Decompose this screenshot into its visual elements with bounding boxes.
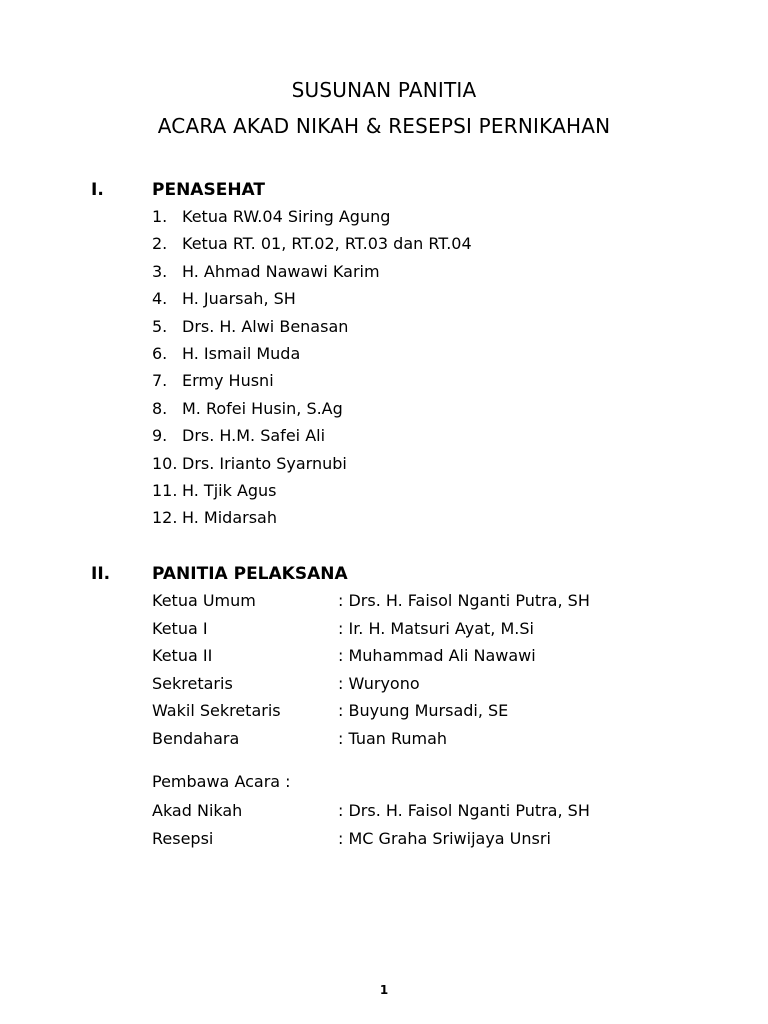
list-item [152, 261, 472, 288]
item-text: M. Rofei Husin, S.Ag [182, 398, 343, 418]
role-label: Ketua Umum [152, 591, 256, 610]
role-value: : MC Graha Sriwijaya Unsri [338, 828, 551, 848]
item-number: 5. [152, 316, 168, 336]
document-subtitle: ACARA AKAD NIKAH & RESEPSI PERNIKAHAN [157, 114, 611, 138]
item-text: H. Juarsah, SH [182, 289, 296, 309]
item-number: 2. [152, 234, 168, 254]
list-item [152, 316, 472, 343]
role-value: : Muhammad Ali Nawawi [338, 646, 536, 665]
list-item [152, 507, 472, 534]
section-heading-penasehat: PENASEHAT [152, 180, 265, 200]
item-text: Drs. H.M. Safei Ali [182, 426, 326, 446]
item-text: H. Tjik Agus [182, 480, 277, 500]
item-number: 10. [152, 453, 178, 473]
item-text: Drs. Irianto Syarnubi [182, 453, 347, 473]
role-value: : Buyung Mursadi, SE [338, 701, 509, 720]
item-number: 1. [152, 207, 168, 226]
list-item [152, 480, 472, 507]
item-number: 7. [152, 371, 168, 391]
role-value: : Wuryono [338, 673, 420, 693]
item-number: 8. [152, 398, 168, 418]
item-text: H. Midarsah [182, 508, 277, 528]
item-text: Ketua RW.04 Siring Agung [182, 207, 391, 226]
section-heading-panitia-pelaksana: PANITIA PELAKSANA [152, 564, 348, 584]
list-item [152, 370, 472, 397]
list-item [152, 425, 472, 452]
item-text: H. Ismail Muda [182, 343, 301, 363]
role-label: Ketua I [152, 618, 208, 638]
role-value: : Ir. H. Matsuri Ayat, M.Si [338, 618, 534, 638]
item-text: H. Ahmad Nawawi Karim [182, 261, 380, 281]
role-label: Akad Nikah [152, 801, 243, 820]
penasehat-list [152, 206, 472, 535]
item-number: 6. [152, 343, 168, 363]
section-number: I. [91, 180, 104, 200]
list-item [152, 453, 472, 480]
role-label: Sekretaris [152, 673, 233, 693]
item-number: 4. [152, 289, 168, 309]
item-text: Ketua RT. 01, RT.02, RT.03 dan RT.04 [182, 234, 472, 254]
item-text: Ermy Husni [182, 371, 274, 391]
section-number: II. [91, 564, 111, 584]
item-number: 12. [152, 508, 178, 528]
list-item [152, 343, 472, 370]
role-value: : Drs. H. Faisol Nganti Putra, SH [338, 591, 590, 610]
item-number: 11. [152, 480, 178, 500]
role-label: Ketua II [152, 646, 213, 665]
role-value: : Tuan Rumah [338, 728, 448, 748]
list-item [152, 398, 472, 425]
role-label: Wakil Sekretaris [152, 701, 281, 720]
item-text: Drs. H. Alwi Benasan [182, 316, 349, 336]
role-value: : Drs. H. Faisol Nganti Putra, SH [338, 801, 590, 820]
document-title: SUSUNAN PANITIA [291, 78, 477, 102]
mc-heading: Pembawa Acara : [152, 772, 291, 791]
item-number: 9. [152, 426, 168, 446]
list-item [152, 206, 472, 233]
page-number: 1 [379, 983, 389, 997]
list-item [152, 233, 472, 260]
role-label: Bendahara [152, 728, 240, 748]
item-number: 3. [152, 261, 168, 281]
role-label: Resepsi [152, 828, 214, 848]
list-item [152, 288, 472, 315]
